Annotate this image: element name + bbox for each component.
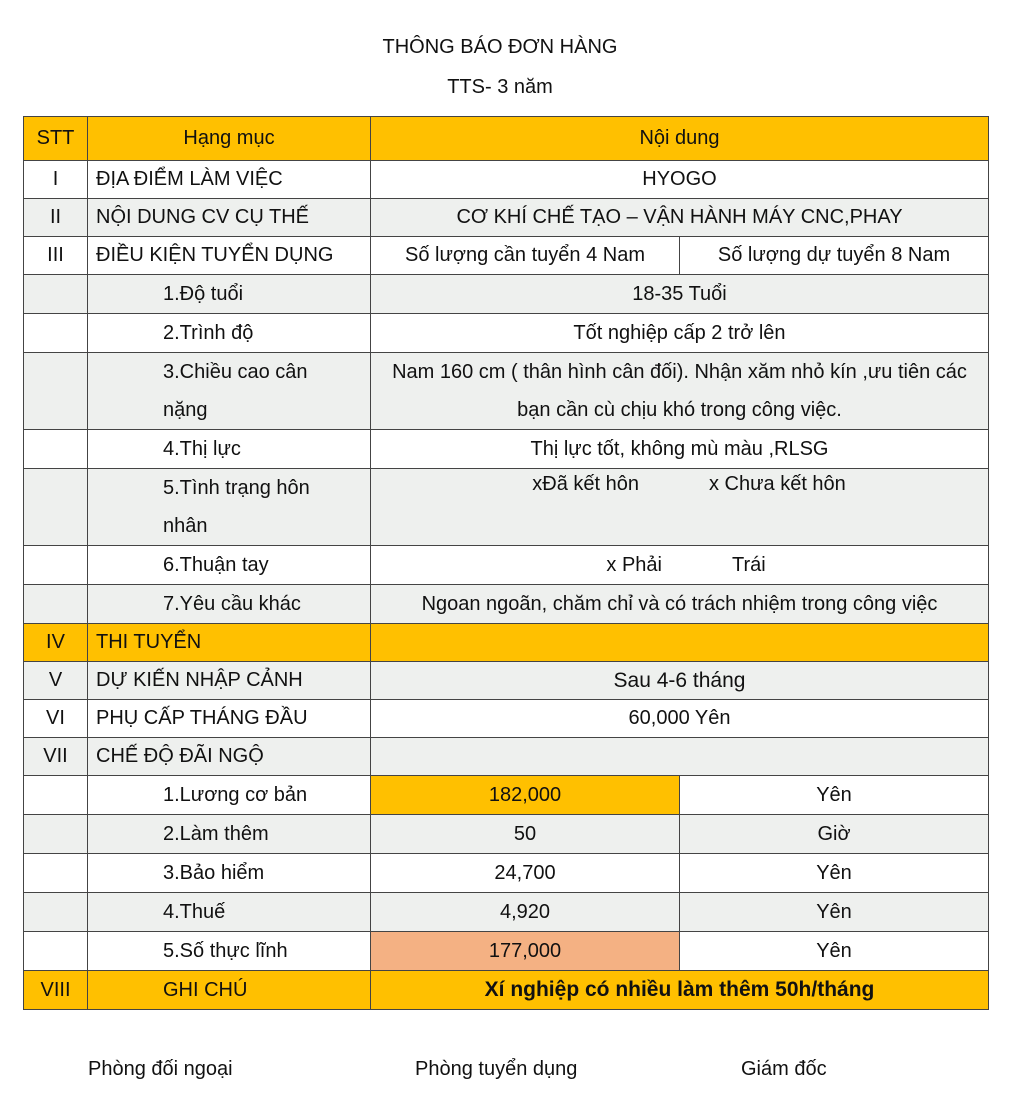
row-item: ĐỊA ĐIỂM LÀM VIỆC bbox=[88, 161, 371, 199]
row-content: Thị lực tốt, không mù màu ,RLSG bbox=[371, 430, 989, 469]
row-stt: VII bbox=[24, 738, 88, 776]
signature-recruitment: Phòng tuyển dụng bbox=[415, 1058, 578, 1080]
row-item: ĐIỀU KIỆN TUYỂN DỤNG bbox=[88, 237, 371, 275]
note-content: Xí nghiệp có nhiều làm thêm 50h/tháng bbox=[371, 971, 989, 1010]
signature-foreign-affairs: Phòng đối ngoại bbox=[88, 1058, 233, 1080]
row-content: CƠ KHÍ CHẾ TẠO – VẬN HÀNH MÁY CNC,PHAY bbox=[371, 199, 989, 237]
row-stt: VI bbox=[24, 700, 88, 738]
overtime-value: 50 bbox=[371, 815, 680, 854]
row-stt: III bbox=[24, 237, 88, 275]
row-content: Nam 160 cm ( thân hình cân đối). Nhận xăm nhỏ kín ,ưu tiên các bạn cần cù chịu khó trong công việc. bbox=[371, 353, 989, 430]
header-item: Hạng mục bbox=[88, 117, 371, 161]
row-content bbox=[371, 624, 989, 662]
row-item: GHI CHÚ bbox=[88, 971, 371, 1010]
row-item: 3.Chiều cao cân nặng bbox=[88, 353, 371, 430]
table-row bbox=[24, 199, 989, 237]
net-unit: Yên bbox=[680, 932, 989, 971]
row-content bbox=[371, 738, 989, 776]
row-item: 7.Yêu cầu khác bbox=[88, 585, 371, 624]
header-content: Nội dung bbox=[371, 117, 989, 161]
row-item: 2.Trình độ bbox=[88, 314, 371, 353]
table-row bbox=[24, 585, 989, 624]
row-content: HYOGO bbox=[371, 161, 989, 199]
row-item: CHẾ ĐỘ ĐÃI NGỘ bbox=[88, 738, 371, 776]
order-table bbox=[23, 116, 989, 1010]
row-content: Ngoan ngoãn, chăm chỉ và có trách nhiệm trong công việc bbox=[371, 585, 989, 624]
marital-option-single: x Chưa kết hôn bbox=[709, 473, 846, 495]
row-item: 5.Tình trạng hôn nhân bbox=[88, 469, 371, 546]
table-row bbox=[24, 893, 989, 932]
row-stt: VIII bbox=[24, 971, 88, 1010]
insurance-unit: Yên bbox=[680, 854, 989, 893]
row-item: DỰ KIẾN NHẬP CẢNH bbox=[88, 662, 371, 700]
table-header bbox=[24, 117, 989, 161]
table-row bbox=[24, 738, 989, 776]
row-content: 18-35 Tuổi bbox=[371, 275, 989, 314]
row-content: 60,000 Yên bbox=[371, 700, 989, 738]
row-stt: V bbox=[24, 662, 88, 700]
insurance-value: 24,700 bbox=[371, 854, 680, 893]
table-row bbox=[24, 161, 989, 199]
salary-unit: Yên bbox=[680, 776, 989, 815]
row-item: 4.Thị lực bbox=[88, 430, 371, 469]
salary-value: 182,000 bbox=[371, 776, 680, 815]
row-item: 5.Số thực lĩnh bbox=[88, 932, 371, 971]
row-item: NỘI DUNG CV CỤ THẾ bbox=[88, 199, 371, 237]
row-stt: II bbox=[24, 199, 88, 237]
table-row bbox=[24, 971, 989, 1010]
row-content-a: Số lượng cần tuyển 4 Nam bbox=[371, 237, 680, 275]
table-row bbox=[24, 854, 989, 893]
row-item: 1.Lương cơ bản bbox=[88, 776, 371, 815]
hand-option-left: Trái bbox=[732, 553, 766, 576]
table-row bbox=[24, 776, 989, 815]
header-stt: STT bbox=[24, 117, 88, 161]
table-row bbox=[24, 430, 989, 469]
row-item: THI TUYỂN bbox=[88, 624, 371, 662]
row-content: Sau 4-6 tháng bbox=[371, 662, 989, 700]
row-item: 4.Thuế bbox=[88, 893, 371, 932]
table-row bbox=[24, 624, 989, 662]
table-row bbox=[24, 353, 989, 430]
overtime-unit: Giờ bbox=[680, 815, 989, 854]
table-row bbox=[24, 275, 989, 314]
table-row bbox=[24, 815, 989, 854]
row-stt: IV bbox=[24, 624, 88, 662]
document-title: THÔNG BÁO ĐƠN HÀNG bbox=[382, 36, 618, 58]
tax-value: 4,920 bbox=[371, 893, 680, 932]
table-row bbox=[24, 662, 989, 700]
row-item: 1.Độ tuổi bbox=[88, 275, 371, 314]
table-row bbox=[24, 932, 989, 971]
hand-option-right: x Phải bbox=[606, 553, 662, 576]
table-row bbox=[24, 700, 989, 738]
marital-option-married: xĐã kết hôn bbox=[532, 473, 639, 495]
table-row bbox=[24, 546, 989, 585]
row-content: Tốt nghiệp cấp 2 trở lên bbox=[371, 314, 989, 353]
table-row bbox=[24, 469, 989, 546]
row-item: 3.Bảo hiểm bbox=[88, 854, 371, 893]
signature-director: Giám đốc bbox=[741, 1058, 827, 1080]
tax-unit: Yên bbox=[680, 893, 989, 932]
row-item: 2.Làm thêm bbox=[88, 815, 371, 854]
row-content-b: Số lượng dự tuyển 8 Nam bbox=[680, 237, 989, 275]
row-item: 6.Thuận tay bbox=[88, 546, 371, 585]
row-item: PHỤ CẤP THÁNG ĐẦU bbox=[88, 700, 371, 738]
table-row bbox=[24, 314, 989, 353]
table-row bbox=[24, 237, 989, 275]
document-subtitle: TTS- 3 năm bbox=[447, 76, 553, 98]
row-stt: I bbox=[24, 161, 88, 199]
net-value: 177,000 bbox=[371, 932, 680, 971]
